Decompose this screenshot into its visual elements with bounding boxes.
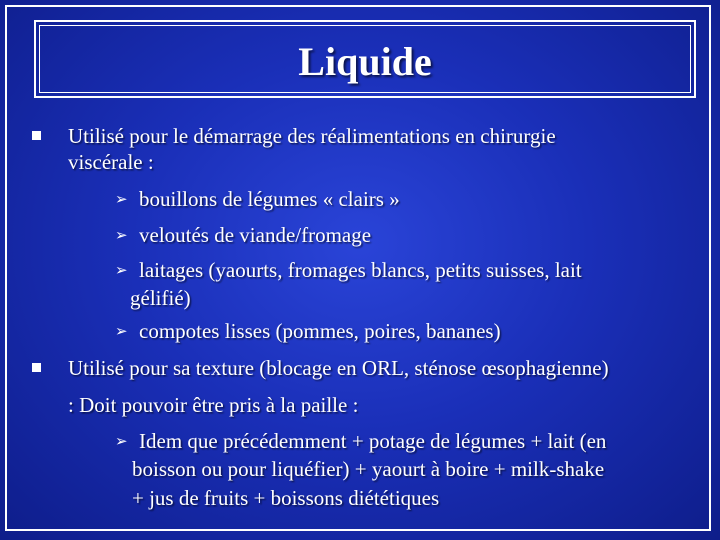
item-1-line-1: Utilisé pour le démarrage des réalimentations en chirurgie bbox=[68, 124, 556, 148]
square-bullet-icon bbox=[32, 363, 41, 372]
title-box bbox=[34, 20, 696, 98]
arrow-bullet-icon: ➢ bbox=[115, 432, 128, 450]
item-1-line-2: viscérale : bbox=[68, 150, 154, 174]
square-bullet-icon bbox=[32, 131, 41, 140]
item-1-sub-4: compotes lisses (pommes, poires, bananes) bbox=[139, 319, 501, 343]
item-2-sub-1-line-1: Idem que précédemment + potage de légumes + lait (en bbox=[139, 429, 607, 453]
item-1-sub-2: veloutés de viande/fromage bbox=[139, 223, 372, 247]
item-2-line-2: : Doit pouvoir être pris à la paille : bbox=[68, 393, 359, 417]
item-2-sub-1-line-2: boisson ou pour liquéfier) + yaourt à boire + milk-shake bbox=[132, 457, 605, 481]
arrow-bullet-icon: ➢ bbox=[115, 261, 128, 279]
arrow-bullet-icon: ➢ bbox=[115, 190, 128, 208]
slide-title: Liquide bbox=[298, 39, 432, 84]
arrow-bullet-icon: ➢ bbox=[115, 322, 128, 340]
arrow-bullet-icon: ➢ bbox=[115, 226, 128, 244]
item-2-sub-1-line-3: + jus de fruits + boissons diététiques bbox=[132, 486, 440, 510]
item-1-sub-1: bouillons de légumes « clairs » bbox=[139, 187, 400, 211]
item-1-sub-3-line-1: laitages (yaourts, fromages blancs, petits suisses, lait bbox=[139, 258, 582, 282]
item-1-sub-3-line-2: gélifié) bbox=[130, 286, 191, 310]
item-2-line-1: Utilisé pour sa texture (blocage en ORL, sténose œsophagienne) bbox=[68, 356, 609, 380]
